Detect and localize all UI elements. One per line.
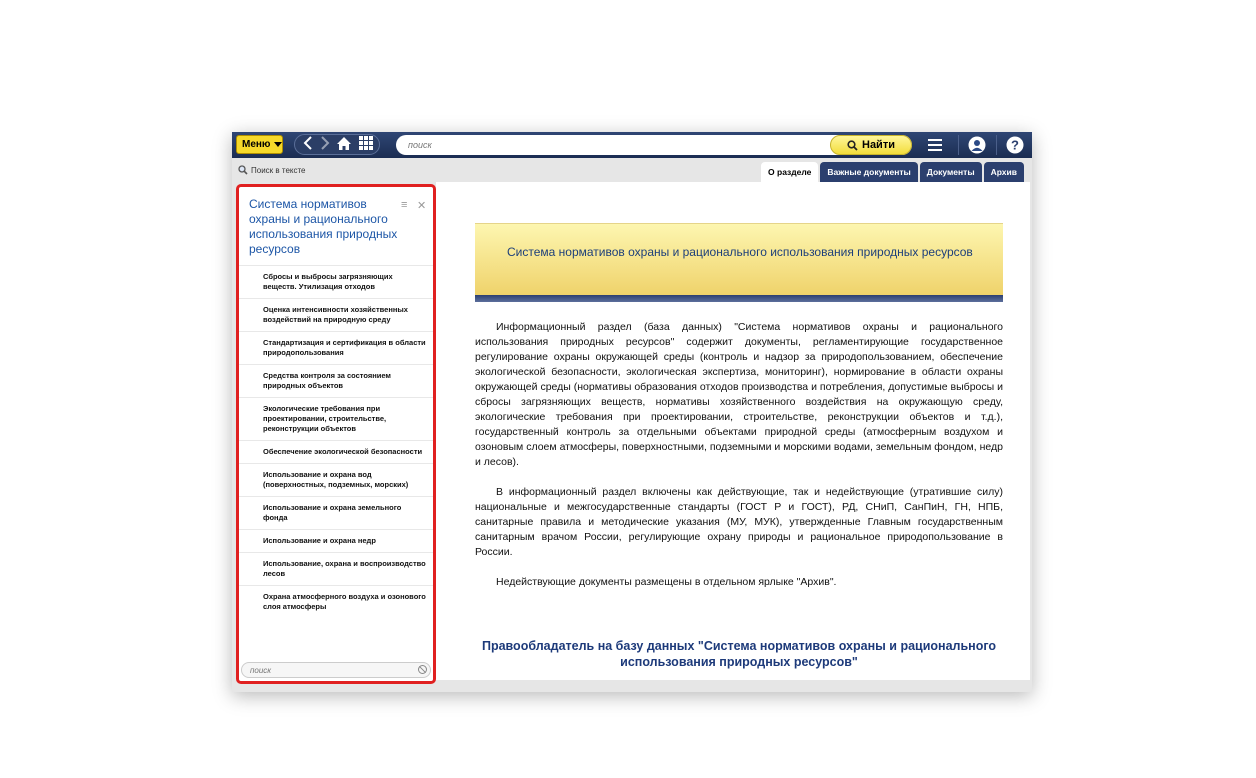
- navigation-group: [294, 134, 380, 155]
- top-toolbar: [232, 132, 1032, 158]
- hamburger-menu-button[interactable]: [925, 135, 945, 155]
- svg-text:?: ?: [1011, 137, 1019, 153]
- tab-documents[interactable]: Документы: [920, 162, 982, 182]
- search-icon: [847, 140, 858, 151]
- paragraph: В информационный раздел включены как действующие, так и недействующие (утратившие силу) национальные и межгосударственные стандарты (ГОСТ Р и ГОСТ), РД, СНиП, СанПиН, ГН, НПБ, санитарные правила и методические указания (МУ, МУК), утвержденные Главным государственным санитарным врачом России, регулирующие охрану природы и рациональное природопользование в России.: [475, 486, 1003, 558]
- banner-divider: [475, 295, 1003, 302]
- sidebar-list: [239, 265, 433, 618]
- home-button[interactable]: [333, 136, 355, 153]
- section-banner: [475, 223, 1003, 296]
- sidebar-item[interactable]: Использование и охрана недр: [239, 529, 433, 552]
- home-icon: [336, 136, 352, 151]
- menu-button-label: Меню: [242, 139, 271, 150]
- sidebar-title[interactable]: Система нормативов охраны и рационального использования природных ресурсов: [249, 197, 398, 256]
- forward-button[interactable]: [317, 136, 333, 153]
- toolbar-divider: [996, 135, 997, 155]
- menu-button[interactable]: [236, 135, 283, 154]
- paragraph: Недействующие документы размещены в отдельном ярлыке "Архив".: [496, 576, 837, 588]
- tab-archive[interactable]: Архив: [984, 162, 1024, 182]
- clear-search-icon[interactable]: [418, 665, 427, 674]
- app-window: [232, 132, 1032, 692]
- toolbar-divider: [958, 135, 959, 155]
- sidebar-item[interactable]: Сбросы и выбросы загрязняющих веществ. Утилизация отходов: [239, 265, 433, 298]
- sidebar-panel: [236, 184, 436, 684]
- arrow-left-icon: [303, 136, 313, 150]
- text-search-button[interactable]: [238, 165, 306, 175]
- caret-down-icon: [274, 142, 282, 147]
- sidebar-item[interactable]: Средства контроля за состоянием природных объектов: [239, 364, 433, 397]
- description-text: [475, 320, 1003, 605]
- sidebar-item[interactable]: Оценка интенсивности хозяйственных воздействий на природную среду: [239, 298, 433, 331]
- arrow-right-icon: [320, 136, 330, 150]
- tab-important-documents[interactable]: Важные документы: [820, 162, 917, 182]
- back-button[interactable]: [299, 136, 317, 153]
- tabs-row: [232, 158, 1032, 182]
- tab-about-section[interactable]: О разделе: [761, 162, 818, 182]
- find-button-label: Найти: [862, 139, 895, 151]
- user-icon: [967, 135, 987, 155]
- top-search-input[interactable]: [408, 137, 818, 153]
- sidebar-item[interactable]: Обеспечение экологической безопасности: [239, 440, 433, 463]
- section-tabs: [761, 162, 1024, 182]
- find-button[interactable]: [830, 135, 912, 155]
- paragraph: Информационный раздел (база данных) "Система нормативов охраны и рационального использования природных ресурсов" содержит документы, регламентирующие государственное регулирование охраны окружающей среды (контроль и надзор за природопользованием, обеспечение экологической безопасности, экологическая экспертиза, мониторинг), нормирование в области охраны окружающей среды (нормативы образования отходов производства и потребления, допустимые выбросы и сбросы загрязняющих веществ, нормативы хозяйственного воздействия на окружающую среду, экологические требования при проектировании, строительстве, реконструкции объектов и т.д.), государственный контроль за отдельными объектами природной среды (атмосферным воздухом и озоновым слоем атмосферы, поверхностными, подземными и морскими водами, земельным фондом, недр и лесов).: [475, 321, 1003, 468]
- banner-title: Система нормативов охраны и рационального использования природных ресурсов: [507, 245, 973, 259]
- user-button[interactable]: [967, 135, 987, 155]
- help-icon: [1005, 135, 1025, 155]
- copyright-holder: Правообладатель на базу данных "Система нормативов охраны и рационального использования природных ресурсов": [481, 639, 997, 669]
- help-button[interactable]: [1005, 135, 1025, 155]
- sidebar-item[interactable]: Экологические требования при проектировании, строительстве, реконструкции объектов: [239, 397, 433, 440]
- sidebar-item[interactable]: Охрана атмосферного воздуха и озонового слоя атмосферы: [239, 585, 433, 618]
- sidebar-item[interactable]: Использование и охрана земельного фонда: [239, 496, 433, 529]
- text-search-label: Поиск в тексте: [251, 165, 306, 175]
- sidebar-item[interactable]: Стандартизация и сертификация в области природопользования: [239, 331, 433, 364]
- top-search-box: [396, 135, 912, 155]
- main-content: [436, 182, 1030, 680]
- close-icon[interactable]: ✕: [417, 200, 427, 212]
- hamburger-icon: [925, 135, 945, 155]
- sidebar-item[interactable]: Использование и охрана вод (поверхностных, подземных, морских): [239, 463, 433, 496]
- grid-button[interactable]: [355, 136, 377, 153]
- sidebar-search-box: [241, 662, 431, 678]
- sidebar-search-input[interactable]: [250, 664, 410, 676]
- grid-icon: [359, 136, 373, 150]
- list-view-icon[interactable]: ≡: [401, 199, 408, 211]
- sidebar-item[interactable]: Использование, охрана и воспроизводство лесов: [239, 552, 433, 585]
- search-icon: [238, 165, 248, 175]
